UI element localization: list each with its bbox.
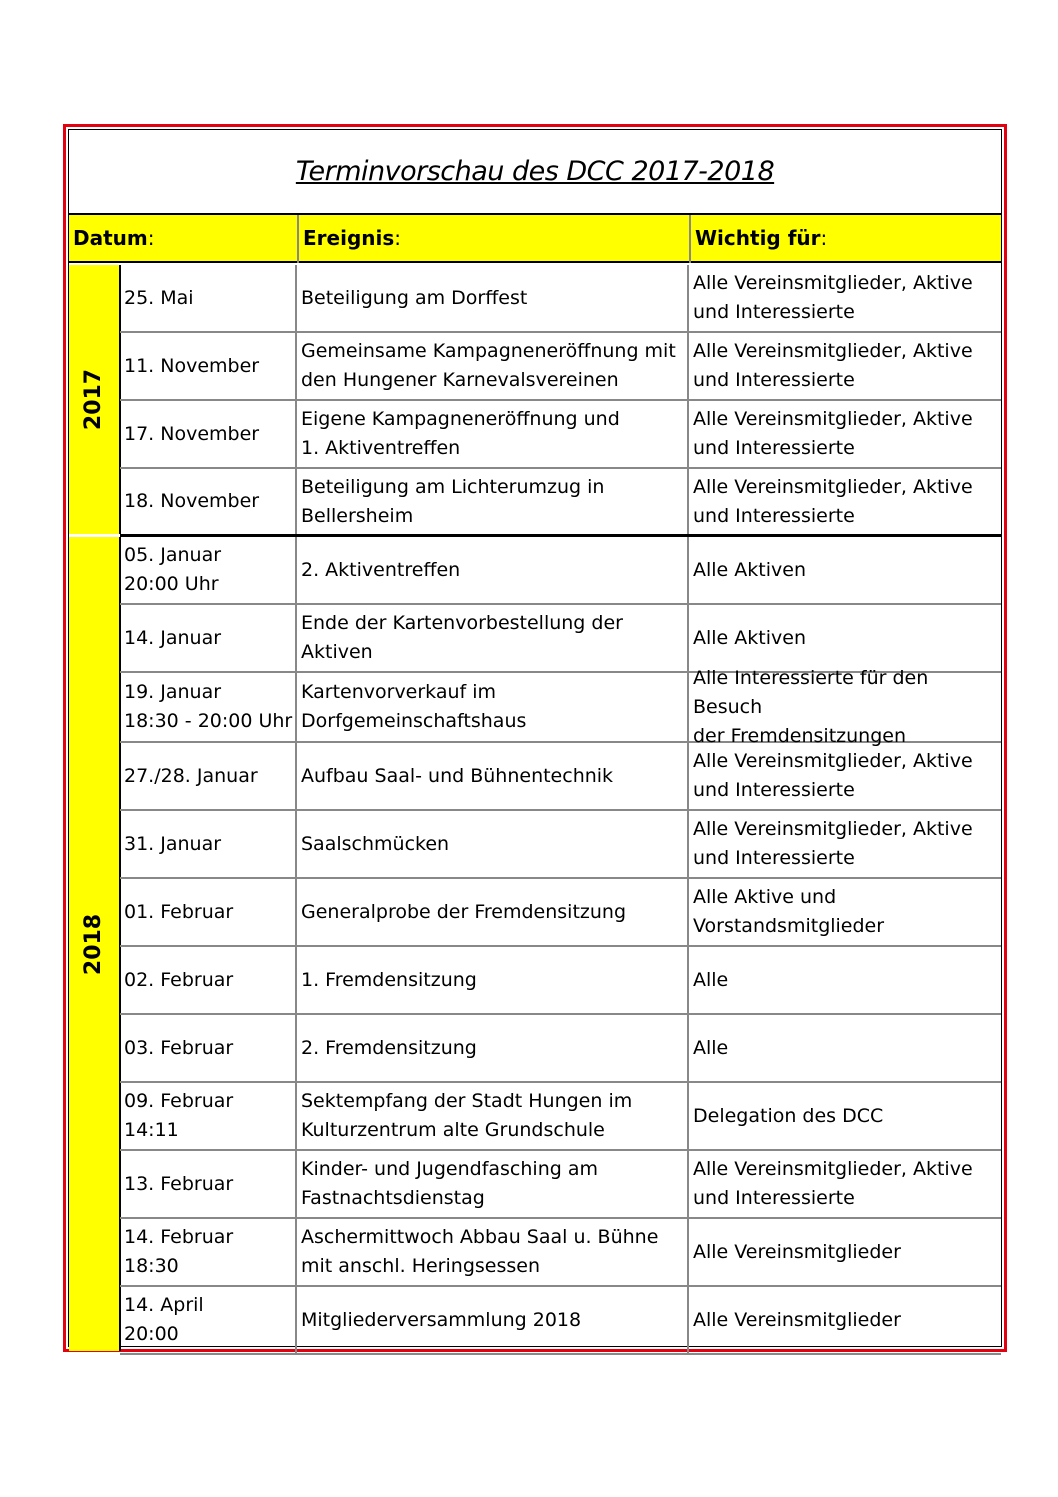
table-row <box>120 666 1001 747</box>
relevant-cell-text: Alle Interessierte für den Besuch der Fremdensitzungen <box>693 666 929 747</box>
event-cell <box>297 1287 689 1353</box>
event-cell <box>297 537 689 603</box>
year-label-2017-cell <box>69 265 121 534</box>
date-cell-text: 13. Februar <box>124 1172 234 1195</box>
header-relevant <box>691 215 1001 263</box>
table-row <box>120 1287 1001 1355</box>
event-cell <box>297 1151 689 1217</box>
date-cell <box>120 537 297 603</box>
title-row <box>69 130 1001 215</box>
header-date-label: Datum <box>73 226 148 250</box>
event-cell <box>297 879 689 945</box>
header-date <box>69 215 297 263</box>
table-row <box>120 1083 1001 1151</box>
table-row <box>120 1151 1001 1219</box>
relevant-cell <box>689 1219 1001 1285</box>
relevant-cell <box>689 1287 1001 1353</box>
event-cell-text: Eigene Kampagneneröffnung und 1. Aktiventreffen <box>301 408 620 459</box>
date-cell <box>120 879 297 945</box>
relevant-cell-text: Alle Vereinsmitglieder, Aktive und Interessierte <box>693 818 973 869</box>
date-cell-text: 05. Januar 20:00 Uhr <box>124 544 222 595</box>
relevant-cell-text: Alle <box>693 968 729 991</box>
header-divider <box>689 215 691 263</box>
relevant-cell <box>689 666 1001 747</box>
schedule-frame <box>63 124 1007 1352</box>
relevant-cell <box>689 265 1001 331</box>
header-event-label: Ereignis <box>303 226 395 250</box>
event-cell-text: Kartenvorverkauf im Dorfgemeinschaftshaus <box>301 681 527 732</box>
date-cell <box>120 743 297 809</box>
relevant-cell-text: Alle Vereinsmitglieder, Aktive und Interessierte <box>693 340 973 391</box>
relevant-cell <box>689 1083 1001 1149</box>
date-cell <box>120 947 297 1013</box>
event-cell-text: Mitgliederversammlung 2018 <box>301 1308 582 1331</box>
header-relevant-label: Wichtig für <box>695 226 821 250</box>
date-cell <box>120 605 297 671</box>
event-cell-text: Aschermittwoch Abbau Saal u. Bühne mit anschl. Heringsessen <box>301 1226 659 1277</box>
relevant-cell-text: Alle <box>693 1036 729 1059</box>
date-cell <box>120 673 297 741</box>
event-cell-text: Gemeinsame Kampagneneröffnung mit den Hungener Karnevalsvereinen <box>301 340 676 391</box>
event-cell <box>297 1083 689 1149</box>
table-row <box>120 743 1001 811</box>
event-cell-text: Sektempfang der Stadt Hungen im Kulturzentrum alte Grundschule <box>301 1090 633 1141</box>
relevant-cell <box>689 743 1001 809</box>
date-cell-text: 11. November <box>124 354 260 377</box>
date-cell-text: 18. November <box>124 490 260 512</box>
relevant-cell <box>689 333 1001 399</box>
table-row <box>120 1015 1001 1083</box>
date-cell-text: 17. November <box>124 422 260 445</box>
table-row <box>120 811 1001 879</box>
date-cell-text: 14. April 20:00 <box>124 1294 204 1345</box>
event-cell <box>297 401 689 467</box>
date-cell <box>120 265 297 331</box>
relevant-cell-text: Delegation des DCC <box>693 1104 884 1127</box>
event-cell <box>297 605 689 671</box>
event-cell <box>297 333 689 399</box>
date-cell <box>120 469 297 534</box>
relevant-cell <box>689 1015 1001 1081</box>
date-cell <box>120 1287 297 1353</box>
event-cell-text: Beteiligung am Lichterumzug in Bellersheim <box>301 475 605 527</box>
event-cell-text: Kinder- und Jugendfasching am Fastnachtsdienstag <box>301 1158 598 1209</box>
relevant-cell <box>689 879 1001 945</box>
event-cell-text: 2. Fremdensitzung <box>301 1036 477 1059</box>
relevant-cell <box>689 811 1001 877</box>
event-cell-text: Aufbau Saal- und Bühnentechnik <box>301 764 614 787</box>
event-cell <box>297 947 689 1013</box>
event-cell-text: Beteiligung am Dorffest <box>301 286 528 309</box>
event-cell <box>297 811 689 877</box>
date-cell-text: 19. Januar 18:30 - 20:00 Uhr <box>124 681 293 732</box>
relevant-cell-text: Alle Aktiven <box>693 626 806 649</box>
table-row <box>120 401 1001 469</box>
table-row <box>120 265 1001 333</box>
year-label-2018-cell <box>69 537 121 1351</box>
year-label-2018: 2018 <box>81 913 107 975</box>
table-row <box>120 537 1001 605</box>
event-cell <box>297 1015 689 1081</box>
relevant-cell <box>689 1151 1001 1217</box>
date-cell <box>120 1151 297 1217</box>
relevant-cell-text: Alle Aktiven <box>693 558 806 581</box>
event-cell <box>297 469 689 534</box>
event-cell <box>297 743 689 809</box>
date-cell <box>120 811 297 877</box>
relevant-cell-text: Alle Vereinsmitglieder, Aktive und Interessierte <box>693 1158 973 1209</box>
table-row <box>120 469 1001 537</box>
year-label-2017: 2017 <box>81 368 107 431</box>
relevant-cell-text: Alle Vereinsmitglieder, Aktive und Interessierte <box>693 750 973 801</box>
header-event-colon: : <box>394 226 402 250</box>
header-date-colon: : <box>147 226 155 250</box>
event-cell-text: Ende der Kartenvorbestellung der Aktiven <box>301 612 623 663</box>
date-cell-text: 14. Februar 18:30 <box>124 1226 234 1277</box>
schedule-table <box>68 129 1002 1347</box>
date-cell-text: 25. Mai <box>124 286 194 309</box>
date-cell <box>120 1219 297 1285</box>
page-title: Terminvorschau des DCC 2017-2018 <box>295 156 775 187</box>
relevant-cell-text: Alle Vereinsmitglieder <box>693 1240 901 1263</box>
header-divider <box>297 215 299 263</box>
event-cell <box>297 673 689 741</box>
table-row <box>120 947 1001 1015</box>
table-row <box>120 333 1001 401</box>
relevant-cell <box>689 537 1001 603</box>
relevant-cell-text: Alle Vereinsmitglieder <box>693 1308 901 1331</box>
date-cell-text: 14. Januar <box>124 626 222 649</box>
header-relevant-colon: : <box>820 226 828 250</box>
date-cell-text: 27./28. Januar <box>124 764 258 787</box>
event-cell-text: 1. Fremdensitzung <box>301 968 477 991</box>
table-row <box>120 879 1001 947</box>
date-cell <box>120 401 297 467</box>
date-cell-text: 01. Februar <box>124 900 234 923</box>
event-cell-text: Generalprobe der Fremdensitzung <box>301 900 627 923</box>
relevant-cell-text: Alle Vereinsmitglieder, Aktive und Interessierte <box>693 272 973 323</box>
table-row <box>120 1219 1001 1287</box>
relevant-cell-text: Alle Aktive und Vorstandsmitglieder <box>693 886 885 937</box>
relevant-cell <box>689 401 1001 467</box>
relevant-cell-text: Alle Vereinsmitglieder, Aktive und Interessierte <box>693 475 973 527</box>
date-cell <box>120 1015 297 1081</box>
relevant-cell <box>689 605 1001 671</box>
date-cell-text: 31. Januar <box>124 832 222 855</box>
event-cell <box>297 1219 689 1285</box>
header-event <box>299 215 689 263</box>
date-cell-text: 09. Februar 14:11 <box>124 1090 234 1141</box>
date-cell <box>120 1083 297 1149</box>
relevant-cell <box>689 947 1001 1013</box>
relevant-cell-text: Alle Vereinsmitglieder, Aktive und Interessierte <box>693 408 973 459</box>
date-cell <box>120 333 297 399</box>
event-cell-text: Saalschmücken <box>301 832 450 855</box>
date-cell-text: 02. Februar <box>124 968 234 991</box>
event-cell-text: 2. Aktiventreffen <box>301 558 461 581</box>
date-cell-text: 03. Februar <box>124 1036 234 1059</box>
relevant-cell <box>689 469 1001 534</box>
event-cell <box>297 265 689 331</box>
